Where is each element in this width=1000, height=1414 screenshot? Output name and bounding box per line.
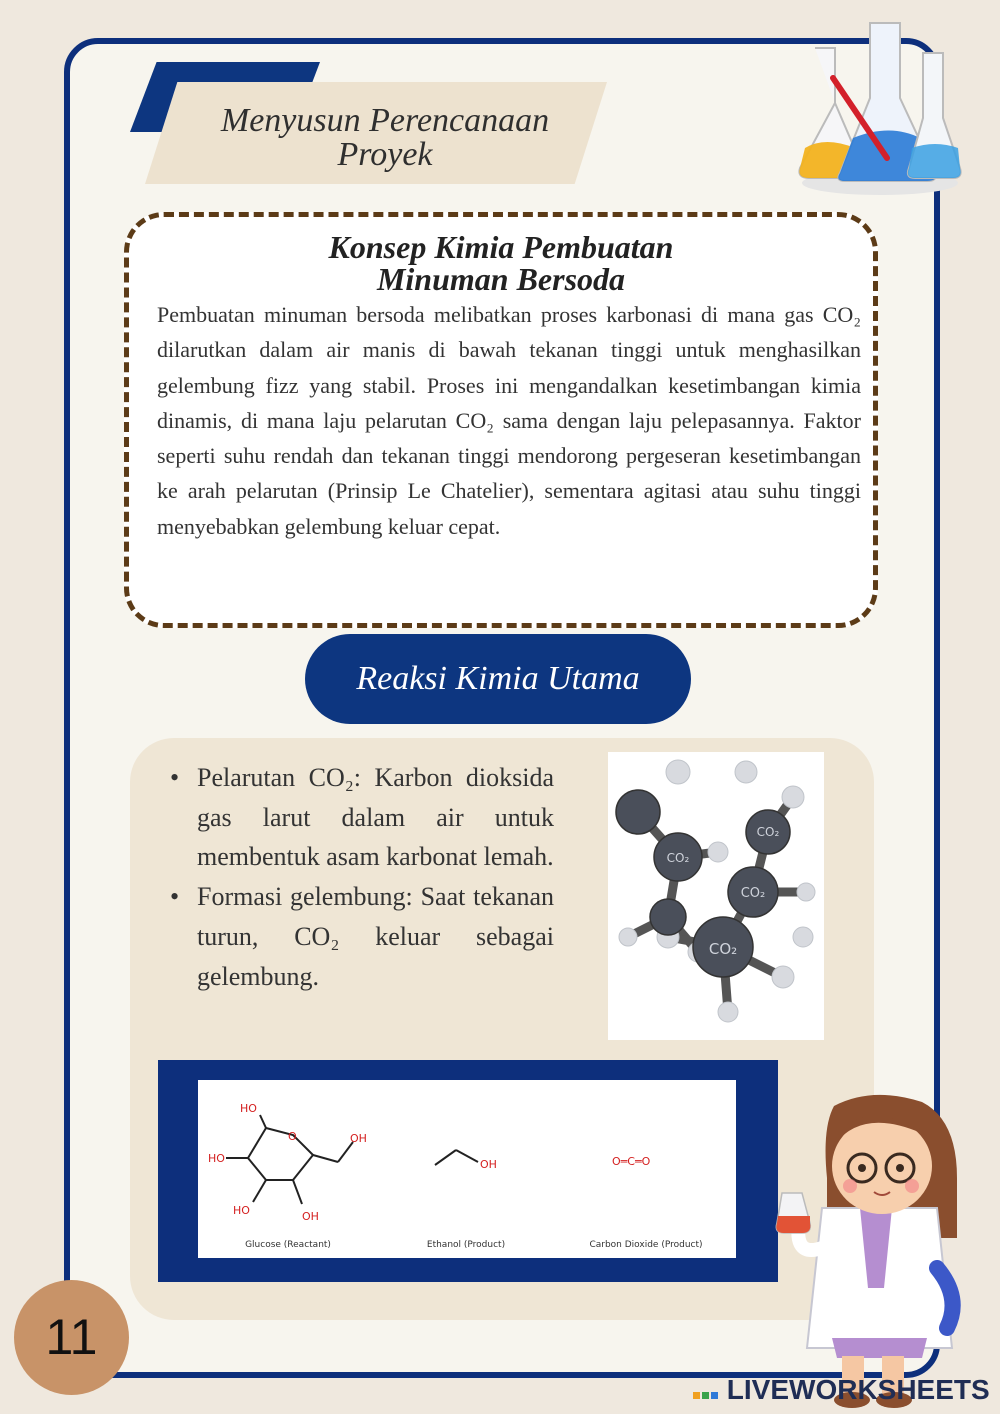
- atom-label: HO: [233, 1204, 250, 1217]
- logo-square: [711, 1392, 718, 1399]
- co2-molecule-illustration: [608, 752, 824, 1040]
- logo-square: [693, 1392, 700, 1399]
- molecule-label: CO₂: [756, 825, 780, 839]
- atom-label: OH: [302, 1210, 319, 1223]
- bullet-item: • Formasi gelembung: Saat tekanan turun, CO₂ keluar sebagai gelembung.: [168, 877, 554, 996]
- concept-title-line-1: Konsep Kimia Pembuatan: [328, 229, 674, 265]
- structure-label: Carbon Dioxide (Product): [589, 1240, 703, 1250]
- reaction-bullet-list: [168, 758, 554, 996]
- concept-title: [129, 231, 873, 295]
- atom-label: OH: [480, 1158, 497, 1171]
- lab-glassware-illustration: [795, 8, 965, 198]
- structure-label: Glucose (Reactant): [245, 1240, 331, 1250]
- atom-label: O═C═O: [612, 1155, 651, 1168]
- structure-label: Ethanol (Product): [426, 1240, 506, 1250]
- page-title: [185, 104, 585, 172]
- concept-paragraph: Pembuatan minuman bersoda melibatkan proses karbonasi di mana gas CO₂ dilarutkan dalam air manis di bawah tekanan tinggi untuk menghasilkan gelembung fizz yang stabil. Proses ini mengandalkan kesetimbangan kimia dinamis, di mana laju pelarutan CO₂ sama dengan laju pelepasannya. Faktor seperti suhu rendah dan tekanan tinggi mendorong pergeseran kesetimbangan ke arah pelarutan (Prinsip Le Chatelier), sementara agitasi atau suhu tinggi menyebabkan gelembung keluar cepat.: [157, 302, 861, 539]
- logo-text: LIVEWORKSHEETS: [726, 1374, 990, 1405]
- page-number-badge: 11: [14, 1280, 129, 1395]
- molecule-label: CO₂: [740, 886, 766, 901]
- chemical-structures-diagram: [198, 1080, 736, 1258]
- molecule-label: CO₂: [666, 851, 690, 865]
- liveworksheets-logo: [692, 1374, 992, 1406]
- bullet-item: • Pelarutan CO₂: Karbon dioksida gas larut dalam air untuk membentuk asam karbonat lemah.: [168, 758, 554, 877]
- atom-label: OH: [350, 1132, 367, 1145]
- logo-square: [702, 1392, 709, 1399]
- molecule-label: CO₂: [708, 940, 738, 958]
- reaction-heading: Reaksi Kimia Utama: [305, 634, 691, 724]
- atom-label: HO: [240, 1102, 257, 1115]
- page-title-line-2: Proyek: [337, 136, 433, 173]
- atom-label: HO: [208, 1152, 225, 1165]
- scientist-character-illustration: [772, 1088, 972, 1414]
- concept-title-line-2: Minuman Bersoda: [376, 261, 626, 297]
- page-title-line-1: Menyusun Perencanaan: [220, 102, 550, 139]
- atom-label: O: [288, 1130, 297, 1143]
- concept-box: [124, 212, 878, 628]
